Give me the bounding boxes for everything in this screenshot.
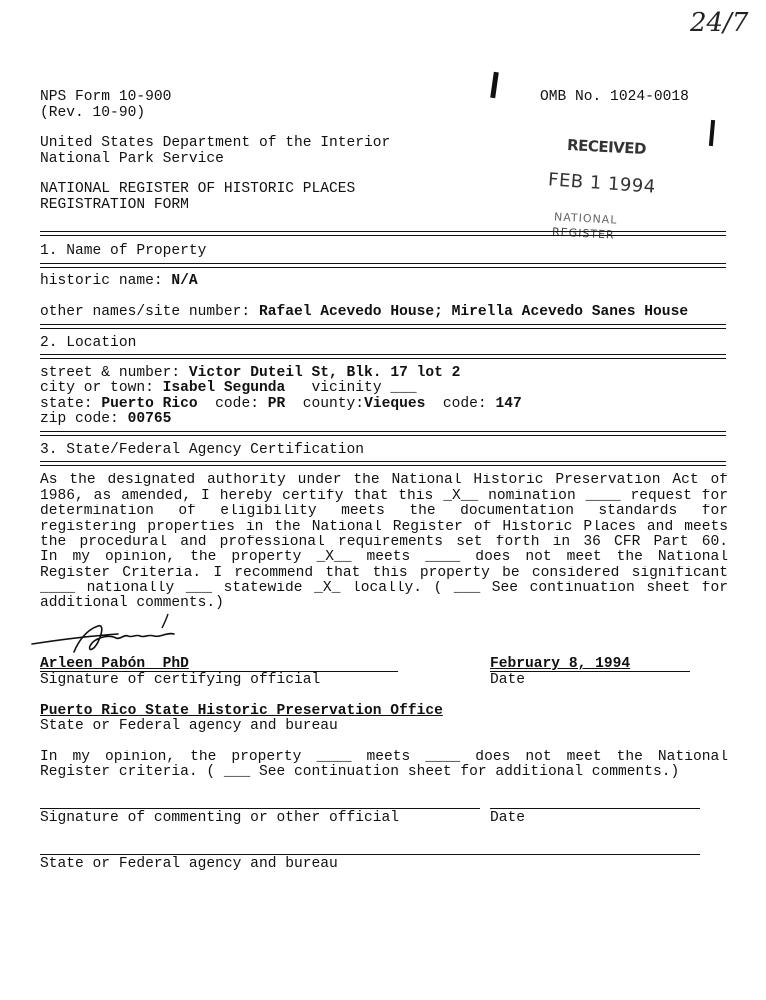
certification-text-line: ____ nationally ___ statewide _X_ locally. ( ___ See continuation sheet for	[40, 581, 728, 596]
city-row	[40, 381, 417, 396]
county-label: county:	[302, 396, 365, 412]
comment-signature-line	[40, 808, 480, 809]
certification-text-line: determination of eligibility meets the documentation standards for	[40, 504, 728, 519]
certification-date: February 8, 1994	[490, 656, 631, 672]
county-value: Vieques	[364, 396, 426, 412]
ink-mark	[490, 72, 499, 98]
certification-text-line: additional comments.)	[40, 595, 224, 611]
omb-number: OMB No. 1024-0018	[540, 89, 689, 105]
received-stamp: RECEIVED	[566, 135, 647, 159]
historic-name-label: historic name:	[40, 273, 163, 289]
agency-caption: State or Federal agency and bureau	[40, 718, 338, 734]
form-revision: (Rev. 10-90)	[40, 105, 146, 121]
zip-row	[40, 412, 171, 427]
received-stamp-line: NATIONAL	[553, 210, 618, 227]
certification-text-line: As the designated authority under the National Historic Preservation Act of	[40, 473, 728, 488]
form-title: REGISTRATION FORM	[40, 197, 189, 213]
ink-mark	[709, 120, 715, 146]
historic-name-row	[40, 274, 198, 289]
divider-rule	[40, 231, 726, 236]
historic-name-value: N/A	[171, 273, 198, 289]
comment-signature-caption: Signature of commenting or other official	[40, 810, 400, 826]
zip-label: zip code:	[40, 411, 119, 427]
county-code-value: 147	[495, 396, 522, 412]
service-name: National Park Service	[40, 151, 224, 167]
bureau-line	[40, 854, 700, 855]
received-stamp-date: FEB 1 1994	[547, 169, 657, 198]
certification-text-line: In my opinion, the property _X__ meets ____ does not meet the National	[40, 550, 728, 565]
form-number: NPS Form 10-900	[40, 89, 172, 105]
certifying-official-name: Arleen Pabón PhD	[40, 656, 189, 672]
opinion-text-line: In my opinion, the property ____ meets ____ does not meet the National	[40, 750, 728, 765]
divider-rule	[40, 354, 726, 359]
vicinity-label: vicinity ___	[311, 380, 417, 396]
received-stamp-line: REGISTER	[551, 225, 615, 242]
street-label: street & number:	[40, 365, 181, 381]
state-value: Puerto Rico	[101, 396, 198, 412]
comment-date-caption: Date	[490, 810, 526, 826]
state-code-value: PR	[267, 396, 286, 412]
register-name: NATIONAL REGISTER OF HISTORIC PLACES	[40, 181, 356, 197]
certification-text-line: 1986, as amended, I hereby certify that this _X__ nomination ____ request for	[40, 489, 728, 504]
comment-date-line	[490, 808, 700, 809]
other-names-value: Rafael Acevedo House; Mirella Acevedo Sanes House	[258, 304, 689, 320]
other-names-label: other names/site number:	[40, 304, 251, 320]
divider-rule	[40, 461, 726, 466]
section-heading: 3. State/Federal Agency Certification	[40, 442, 365, 458]
city-value: Isabel Segunda	[162, 380, 286, 396]
certification-text-line: Register Criteria. I recommend that this property be considered significant	[40, 566, 728, 581]
certification-text-line: the procedural and professional requirements set forth in 36 CFR Part 60.	[40, 535, 728, 550]
zip-value: 00765	[127, 411, 172, 427]
agency-name: Puerto Rico State Historic Preservation Office	[40, 703, 443, 719]
divider-rule	[40, 263, 726, 268]
date-caption: Date	[490, 672, 526, 688]
divider-rule	[40, 324, 726, 329]
handwritten-signature	[28, 612, 188, 660]
state-label: state:	[40, 396, 93, 412]
signature-caption: Signature of certifying official	[40, 672, 321, 688]
county-code-label: code:	[442, 396, 487, 412]
handwritten-page-number: 24/7	[690, 8, 749, 38]
divider-rule	[40, 431, 726, 436]
state-code-label: code:	[215, 396, 259, 412]
other-names-row	[40, 305, 688, 320]
city-label: city or town:	[40, 380, 154, 396]
section-heading: 2. Location	[40, 335, 137, 351]
bureau-caption: State or Federal agency and bureau	[40, 856, 338, 872]
certification-text-line: registering properties in the National Register of Historic Places and meets	[40, 520, 728, 535]
opinion-text-line: Register criteria. ( ___ See continuation sheet for additional comments.)	[40, 764, 680, 780]
department-name: United States Department of the Interior	[40, 135, 391, 151]
section-heading: 1. Name of Property	[40, 243, 207, 259]
street-value: Victor Duteil St, Blk. 17 lot 2	[188, 365, 461, 381]
